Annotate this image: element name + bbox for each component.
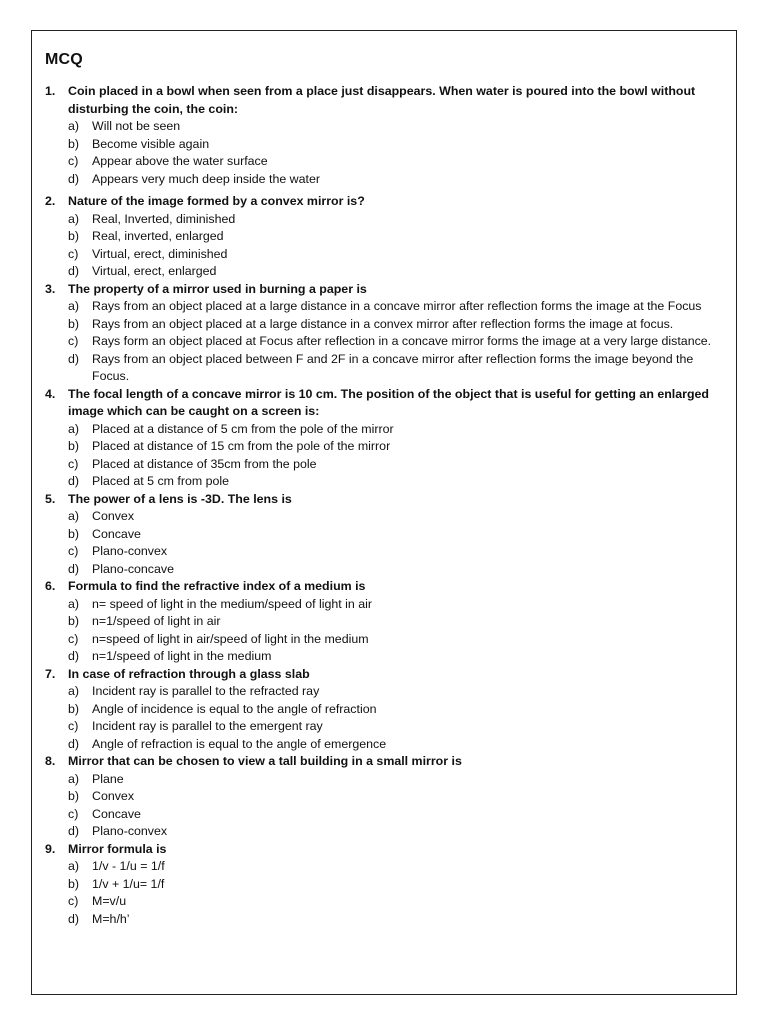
- question-text: The power of a lens is -3D. The lens is: [68, 491, 292, 506]
- option-a: [45, 683, 725, 701]
- question-stem: [45, 491, 725, 509]
- option-text: Rays from an object placed at a large distance in a concave mirror after reflection forms the image at the Focus: [92, 299, 702, 313]
- option-letter: a): [68, 596, 80, 611]
- question-text: Mirror formula is: [68, 841, 167, 856]
- option-letter: c): [68, 334, 79, 348]
- question-list: [45, 83, 725, 928]
- option-letter: b): [68, 701, 80, 716]
- option-letter: b): [68, 439, 80, 453]
- option-c: [45, 806, 725, 824]
- option-letter: d): [68, 911, 80, 926]
- option-text: Incident ray is parallel to the refracted ray: [92, 684, 320, 698]
- question-2: [45, 193, 725, 281]
- option-letter: b): [68, 789, 80, 803]
- option-text: Virtual, erect, diminished: [92, 246, 228, 261]
- option-letter: c): [68, 246, 79, 261]
- option-letter: b): [68, 614, 80, 628]
- option-letter: d): [68, 561, 80, 576]
- question-number: 9.: [45, 841, 56, 856]
- option-d: [45, 351, 725, 386]
- question-number: 8.: [45, 754, 56, 768]
- option-letter: b): [68, 316, 80, 331]
- option-text: n= speed of light in the medium/speed of light in air: [92, 596, 372, 611]
- option-letter: a): [68, 771, 80, 786]
- question-6: [45, 578, 725, 666]
- option-letter: c): [68, 631, 79, 646]
- option-letter: d): [68, 264, 80, 278]
- option-text: n=1/speed of light in air: [92, 614, 221, 628]
- option-text: Placed at a distance of 5 cm from the pole of the mirror: [92, 421, 394, 436]
- option-b: [45, 316, 725, 334]
- option-d: [45, 648, 725, 666]
- option-a: [45, 596, 725, 614]
- option-text: Rays form an object placed at Focus after reflection in a concave mirror forms the image at a very large distance.: [92, 334, 712, 348]
- question-number: 4.: [45, 386, 56, 401]
- option-b: [45, 876, 725, 894]
- option-b: [45, 228, 725, 246]
- option-text: Concave: [92, 526, 141, 541]
- question-5: [45, 491, 725, 579]
- option-text: Placed at distance of 15 cm from the pole of the mirror: [92, 439, 391, 453]
- option-letter: c): [68, 154, 79, 168]
- option-text: Convex: [92, 789, 135, 803]
- option-text: Concave: [92, 806, 141, 821]
- option-letter: a): [68, 211, 80, 226]
- option-a: [45, 508, 725, 526]
- option-letter: a): [68, 509, 80, 523]
- question-text: In case of refraction through a glass slab: [68, 666, 310, 681]
- option-text: M=v/u: [92, 894, 127, 908]
- question-text: The property of a mirror used in burning a paper is: [68, 281, 367, 296]
- option-letter: c): [68, 456, 79, 471]
- option-text: n=speed of light in air/speed of light in the medium: [92, 631, 369, 646]
- option-c: [45, 456, 725, 474]
- option-letter: d): [68, 736, 80, 751]
- option-c: [45, 543, 725, 561]
- option-letter: b): [68, 526, 80, 541]
- option-b: [45, 701, 725, 719]
- option-text: Incident ray is parallel to the emergent ray: [92, 719, 323, 733]
- option-a: [45, 858, 725, 876]
- question-text: Formula to find the refractive index of a medium is: [68, 579, 366, 593]
- option-text: n=1/speed of light in the medium: [92, 649, 272, 663]
- option-d: [45, 561, 725, 579]
- option-text: Rays from an object placed at a large distance in a convex mirror after reflection forms the image at focus.: [92, 316, 674, 331]
- question-8: [45, 753, 725, 841]
- question-stem: [45, 578, 725, 596]
- option-letter: a): [68, 299, 80, 313]
- option-b: [45, 526, 725, 544]
- question-1: [45, 83, 725, 188]
- question-7: [45, 666, 725, 754]
- option-c: [45, 153, 725, 171]
- option-d: [45, 171, 725, 189]
- option-b: [45, 788, 725, 806]
- option-letter: d): [68, 351, 80, 366]
- option-a: [45, 771, 725, 789]
- option-d: [45, 823, 725, 841]
- question-text: The focal length of a concave mirror is 10 cm. The position of the object that is useful for getting an enlarged image which can be caught on a screen is:: [68, 386, 709, 418]
- option-c: [45, 333, 725, 351]
- option-b: [45, 438, 725, 456]
- option-text: Placed at distance of 35cm from the pole: [92, 456, 317, 471]
- option-d: [45, 911, 725, 929]
- option-letter: b): [68, 229, 80, 243]
- question-text: Coin placed in a bowl when seen from a place just disappears. When water is poured into the bowl without disturbing the coin, the coin:: [68, 84, 696, 116]
- option-c: [45, 246, 725, 264]
- option-text: 1/v + 1/u= 1/f: [92, 876, 165, 891]
- option-c: [45, 718, 725, 736]
- option-a: [45, 211, 725, 229]
- option-letter: b): [68, 876, 80, 891]
- option-text: Plane: [92, 771, 124, 786]
- option-text: Convex: [92, 509, 135, 523]
- question-stem: [45, 841, 725, 859]
- question-text: Nature of the image formed by a convex mirror is?: [68, 194, 365, 208]
- question-3: [45, 281, 725, 386]
- question-number: 7.: [45, 666, 56, 681]
- option-text: Appear above the water surface: [92, 154, 268, 168]
- question-number: 6.: [45, 579, 56, 593]
- question-stem: [45, 753, 725, 771]
- option-text: Rays from an object placed between F and 2F in a concave mirror after reflection forms the image beyond the Focus.: [92, 351, 694, 383]
- option-letter: c): [68, 894, 79, 908]
- option-c: [45, 893, 725, 911]
- option-c: [45, 631, 725, 649]
- question-stem: [45, 193, 725, 211]
- option-a: [45, 421, 725, 439]
- option-b: [45, 136, 725, 154]
- option-b: [45, 613, 725, 631]
- question-number: 5.: [45, 491, 56, 506]
- option-text: Plano-convex: [92, 544, 168, 558]
- option-a: [45, 298, 725, 316]
- option-text: Real, Inverted, diminished: [92, 211, 236, 226]
- page-heading: MCQ: [45, 51, 83, 68]
- option-text: Placed at 5 cm from pole: [92, 474, 230, 488]
- option-text: Real, inverted, enlarged: [92, 229, 224, 243]
- option-text: Angle of incidence is equal to the angle of refraction: [92, 701, 377, 716]
- option-text: Angle of refraction is equal to the angle of emergence: [92, 736, 387, 751]
- question-text: Mirror that can be chosen to view a tall building in a small mirror is: [68, 754, 462, 768]
- option-text: Appears very much deep inside the water: [92, 171, 320, 186]
- option-d: [45, 736, 725, 754]
- option-letter: c): [68, 719, 79, 733]
- option-letter: b): [68, 136, 80, 151]
- option-letter: d): [68, 474, 80, 488]
- option-text: Plano-convex: [92, 824, 168, 838]
- question-number: 2.: [45, 194, 56, 208]
- option-text: Virtual, erect, enlarged: [92, 264, 217, 278]
- question-4: [45, 386, 725, 491]
- option-letter: d): [68, 649, 80, 663]
- option-letter: c): [68, 544, 79, 558]
- option-letter: d): [68, 171, 80, 186]
- option-text: Will not be seen: [92, 119, 181, 133]
- option-letter: a): [68, 421, 80, 436]
- option-letter: a): [68, 684, 80, 698]
- question-number: 1.: [45, 84, 56, 98]
- option-text: Plano-concave: [92, 561, 174, 576]
- question-stem: [45, 666, 725, 684]
- question-stem: [45, 281, 725, 299]
- option-d: [45, 263, 725, 281]
- option-text: Become visible again: [92, 136, 210, 151]
- question-stem: [45, 83, 725, 118]
- option-text: 1/v - 1/u = 1/f: [92, 859, 165, 873]
- option-letter: d): [68, 824, 80, 838]
- option-letter: a): [68, 119, 80, 133]
- option-text: M=h/h’: [92, 911, 130, 926]
- question-9: [45, 841, 725, 929]
- question-number: 3.: [45, 281, 56, 296]
- question-stem: [45, 386, 725, 421]
- option-letter: a): [68, 859, 80, 873]
- option-a: [45, 118, 725, 136]
- option-d: [45, 473, 725, 491]
- option-letter: c): [68, 806, 79, 821]
